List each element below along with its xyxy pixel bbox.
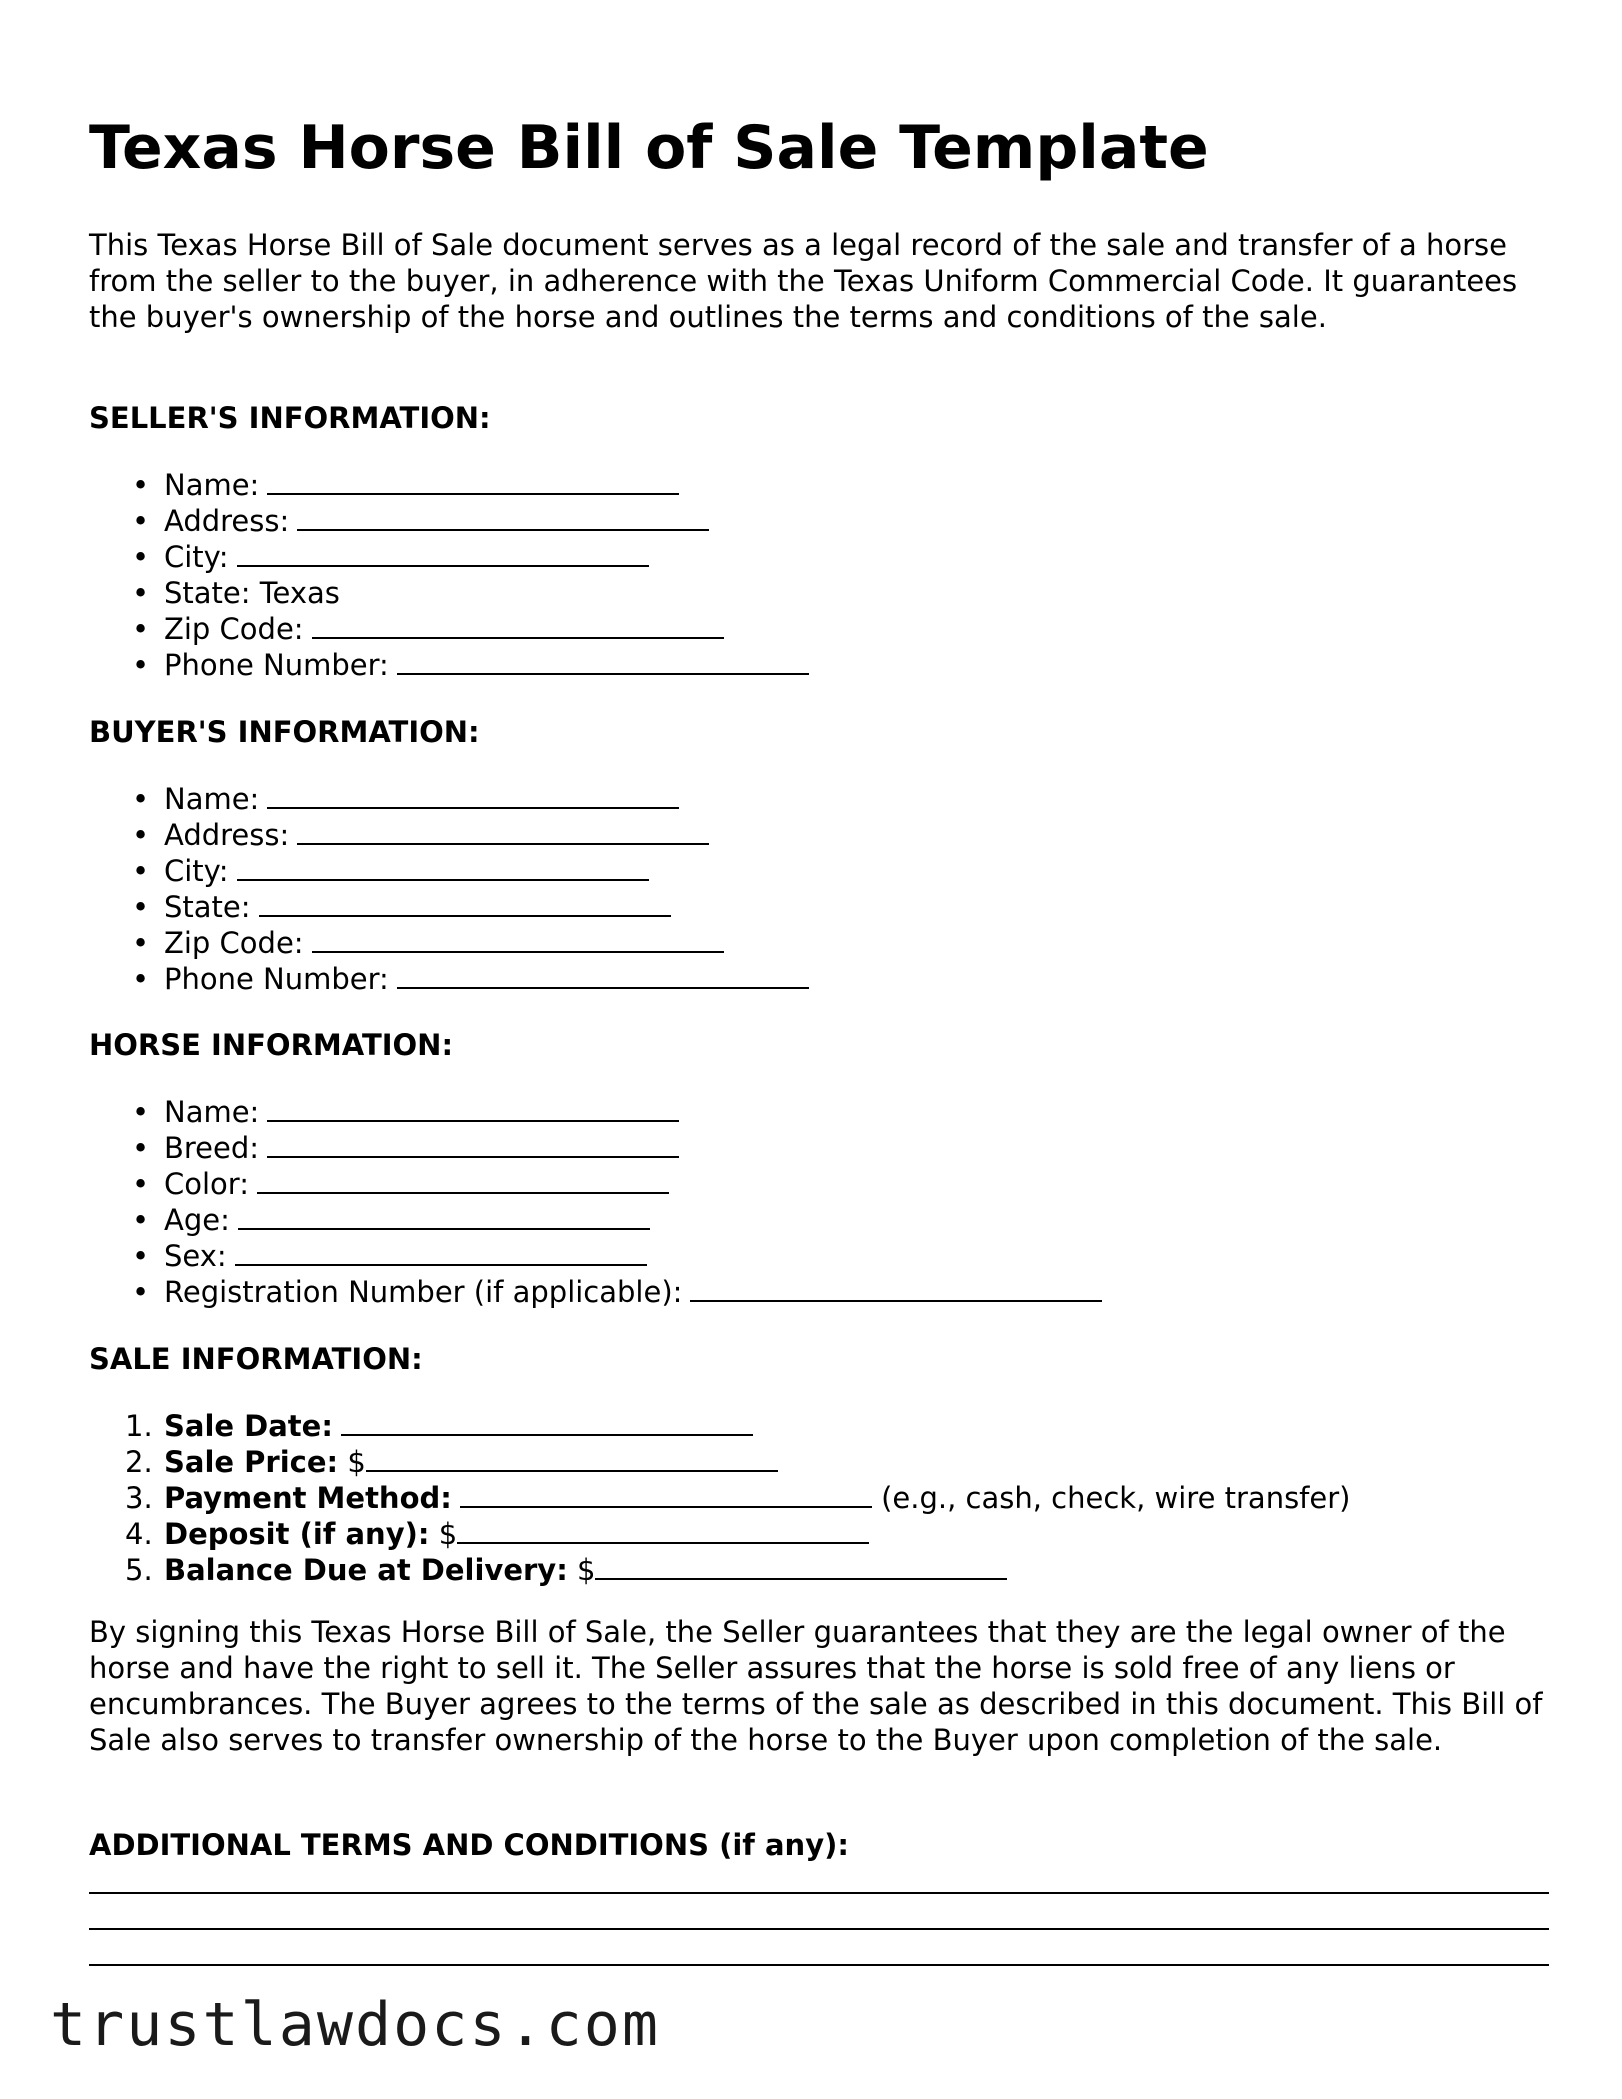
buyer-state-field[interactable]: • State: [164,889,809,925]
payment-method-hint: (e.g., cash, check, wire transfer) [881,1481,1351,1515]
horse-heading: HORSE INFORMATION: [89,1028,454,1062]
blank-line[interactable] [257,1168,669,1194]
blank-line[interactable] [267,1132,679,1158]
seller-heading: SELLER'S INFORMATION: [89,401,491,435]
blank-line[interactable] [397,963,809,989]
buyer-heading: BUYER'S INFORMATION: [89,715,480,749]
additional-terms-line-1[interactable] [89,1892,1549,1894]
currency-symbol: $ [347,1445,366,1479]
buyer-address-field[interactable]: • Address: [164,817,809,853]
seller-address-field[interactable]: • Address: [164,503,809,539]
payment-method-field[interactable]: 3. Payment Method: (e.g., cash, check, wire transfer) [125,1481,1351,1515]
blank-line[interactable] [397,649,809,675]
balance-due-field[interactable]: 5. Balance Due at Delivery: $ [164,1552,1350,1588]
blank-line[interactable] [341,1410,753,1436]
blank-line[interactable] [366,1446,778,1472]
buyer-fields [164,781,809,997]
sale-date-field[interactable]: 1. Sale Date: [164,1408,1350,1444]
page-title: Texas Horse Bill of Sale Template [89,113,1209,183]
blank-line[interactable] [460,1482,872,1508]
seller-city-field[interactable]: • City: [164,539,809,575]
blank-line[interactable] [690,1276,1102,1302]
warranty-paragraph: By signing this Texas Horse Bill of Sale, the Seller guarantees that they are the legal owner of the horse and have the right to sell it. The Seller assures that the horse is sold free of any liens or encumbrances. The Buyer agrees to the terms of the sale as described in this document. This Bill of Sale also serves to transfer ownership of the horse to the Buyer upon completion of the sale. [89,1615,1543,1757]
seller-name-field[interactable]: • Name: [164,467,809,503]
blank-line[interactable] [267,783,679,809]
sale-price-field[interactable]: 2. Sale Price: $ [164,1444,1350,1480]
site-watermark: trustlawdocs.com [50,1990,660,2060]
additional-terms-line-3[interactable] [89,1964,1549,1966]
blank-line[interactable] [267,1096,679,1122]
blank-line[interactable] [238,1204,650,1230]
blank-line[interactable] [267,469,679,495]
blank-line[interactable] [297,819,709,845]
buyer-zip-field[interactable]: • Zip Code: [164,925,809,961]
blank-line[interactable] [235,1240,647,1266]
horse-sex-field[interactable]: • Sex: [164,1238,1102,1274]
blank-line[interactable] [457,1518,869,1544]
sale-fields [125,1408,1351,1588]
buyer-city-field[interactable]: • City: [164,853,809,889]
buyer-name-field[interactable]: • Name: [164,781,809,817]
horse-name-field[interactable]: • Name: [164,1094,1102,1130]
blank-line[interactable] [312,613,724,639]
intro-paragraph: This Texas Horse Bill of Sale document serves as a legal record of the sale and transfer of a horse from the seller to the buyer, in adherence with the Texas Uniform Commercial Code. It guarantees the buyer's ownership of the horse and outlines the terms and conditions of the sale. [89,228,1518,334]
currency-symbol: $ [438,1517,458,1551]
blank-line[interactable] [297,505,709,531]
seller-fields [164,467,809,683]
horse-registration-field[interactable]: • Registration Number (if applicable): [164,1274,1102,1310]
additional-terms-line-2[interactable] [89,1928,1549,1930]
blank-line[interactable] [259,891,671,917]
blank-line[interactable] [595,1554,1007,1580]
horse-fields [164,1094,1102,1310]
horse-breed-field[interactable]: • Breed: [164,1130,1102,1166]
sale-heading: SALE INFORMATION: [89,1342,423,1376]
seller-phone-field[interactable]: • Phone Number: [164,647,809,683]
deposit-field[interactable]: 4. Deposit (if any): $ [164,1516,1350,1552]
seller-zip-field[interactable]: • Zip Code: [164,611,809,647]
horse-age-field[interactable]: • Age: [164,1202,1102,1238]
currency-symbol: $ [577,1553,596,1587]
blank-line[interactable] [237,855,649,881]
blank-line[interactable] [312,927,724,953]
seller-state-field: • State: Texas [164,575,809,611]
buyer-phone-field[interactable]: • Phone Number: [164,961,809,997]
additional-terms-heading: ADDITIONAL TERMS AND CONDITIONS (if any): [89,1828,849,1862]
blank-line[interactable] [237,541,649,567]
horse-color-field[interactable]: • Color: [164,1166,1102,1202]
